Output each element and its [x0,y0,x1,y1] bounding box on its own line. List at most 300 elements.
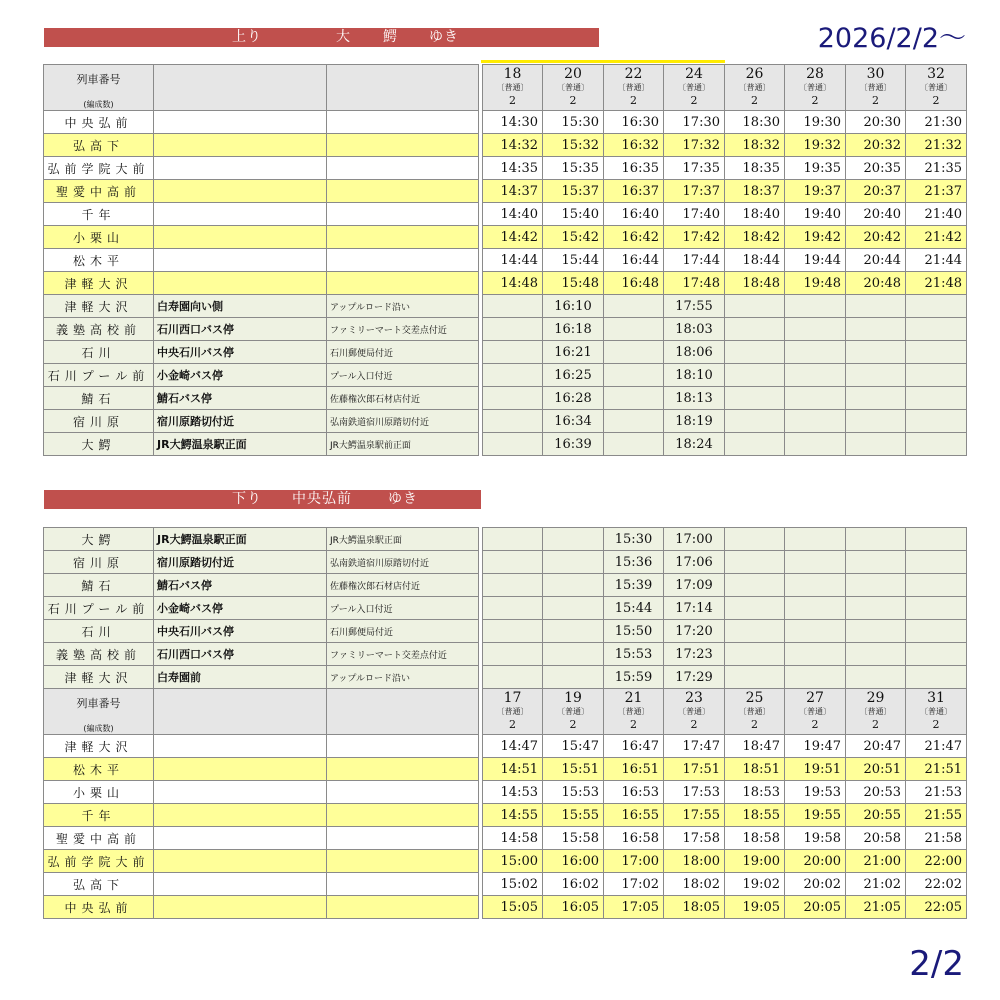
bus-time [846,364,906,387]
station-name: 鯖石 [44,574,154,597]
departure-time: 14:47 [483,735,543,758]
departure-time: 18:53 [725,781,785,804]
bus-time [785,620,846,643]
effective-date: 2026/2/2～ [817,23,966,54]
bus-time [483,341,543,364]
train-type: 〔普通〕 [738,83,771,92]
bus-stop-name: 鯖石バス停 [154,387,327,410]
bus-time: 17:14 [664,597,725,620]
bus-time [543,574,604,597]
bus-time [725,387,785,410]
bus-time [725,551,785,574]
departure-time: 14:35 [483,157,543,180]
bus-time [906,318,967,341]
blank-stop-cell [154,249,327,272]
train-number: 30 [866,66,885,82]
departure-time: 16:44 [604,249,664,272]
station-name: 宿川原 [44,410,154,433]
train-type: 〔普通〕 [859,83,892,92]
header-blank-note [327,689,479,735]
up-destination-suffix: ゆき [429,29,459,45]
train-number: 32 [927,66,945,82]
departure-time: 16:48 [604,272,664,295]
blank-note-cell [327,873,479,896]
departure-time: 14:53 [483,781,543,804]
bus-time [785,341,846,364]
departure-time: 20:44 [846,249,906,272]
car-count: 2 [509,94,516,107]
station-name: 鯖石 [44,387,154,410]
departure-time: 21:40 [906,203,967,226]
departure-time: 21:55 [906,804,967,827]
train-number: 24 [685,66,703,82]
blank-stop-cell [154,850,327,873]
bus-stop-note: JR大鰐温泉駅前正面 [327,433,479,456]
bus-time [543,643,604,666]
bus-time [604,318,664,341]
blank-note-cell [327,111,479,134]
departure-time: 18:00 [664,850,725,873]
blank-stop-cell [154,111,327,134]
bus-time [785,387,846,410]
rail-row [44,134,967,157]
departure-time: 21:58 [906,827,967,850]
rail-row [44,226,967,249]
bus-stop-name: 鯖石バス停 [154,574,327,597]
bus-time: 15:59 [604,666,664,689]
car-count: 2 [811,94,819,107]
bus-time: 15:44 [604,597,664,620]
departure-time: 15:55 [543,804,604,827]
departure-time: 15:05 [483,896,543,919]
blank-note-cell [327,758,479,781]
departure-time: 19:48 [785,272,846,295]
bus-time [725,597,785,620]
departure-time: 18:58 [725,827,785,850]
departure-time: 21:53 [906,781,967,804]
blank-note-cell [327,896,479,919]
departure-time: 19:51 [785,758,846,781]
bus-time [906,364,967,387]
bus-time [906,295,967,318]
bus-stop-note: 弘南鉄道宿川原踏切付近 [327,410,479,433]
departure-time: 20:47 [846,735,906,758]
departure-time: 17:40 [664,203,725,226]
departure-time: 19:44 [785,249,846,272]
departure-time: 18:55 [725,804,785,827]
rail-row [44,758,967,781]
bus-time: 16:18 [543,318,604,341]
departure-time: 21:00 [846,850,906,873]
bus-time: 17:06 [664,551,725,574]
train-header [604,689,664,735]
bus-time: 18:03 [664,318,725,341]
bus-time: 17:29 [664,666,725,689]
bus-time [725,341,785,364]
departure-time: 19:40 [785,203,846,226]
departure-time: 21:47 [906,735,967,758]
bus-time: 17:55 [664,295,725,318]
bus-stop-note: アップルロード沿い [327,295,479,318]
train-number: 25 [745,690,764,706]
departure-time: 17:48 [664,272,725,295]
station-name: 弘高下 [44,134,154,157]
bus-time [906,666,967,689]
departure-time: 20:42 [846,226,906,249]
blank-note-cell [327,157,479,180]
highlight-line [481,60,725,63]
station-name: 千年 [44,203,154,226]
station-name: 津軽大沢 [44,735,154,758]
bus-row [44,643,967,666]
bus-stop-name: 石川西口バス停 [154,643,327,666]
rail-row [44,180,967,203]
departure-time: 16:51 [604,758,664,781]
rail-row [44,735,967,758]
departure-time: 21:35 [906,157,967,180]
bus-time: 18:24 [664,433,725,456]
train-type: 〔普通〕 [678,707,710,716]
bus-time: 16:34 [543,410,604,433]
train-number: 27 [806,690,824,706]
bus-time [846,620,906,643]
bus-time: 16:28 [543,387,604,410]
departure-time: 21:02 [846,873,906,896]
departure-time: 17:53 [664,781,725,804]
bus-time [846,410,906,433]
departure-time: 18:51 [725,758,785,781]
departure-time: 18:42 [725,226,785,249]
departure-time: 20:40 [846,203,906,226]
train-header [483,65,543,111]
bus-time [906,387,967,410]
bus-time [846,597,906,620]
station-name: 千年 [44,804,154,827]
departure-time: 20:53 [846,781,906,804]
bus-time [906,341,967,364]
blank-stop-cell [154,134,327,157]
station-name: 松木平 [44,758,154,781]
up-direction-label: 上り [232,29,262,45]
departure-time: 17:37 [664,180,725,203]
bus-time: 15:30 [604,528,664,551]
departure-time: 15:40 [543,203,604,226]
bus-row [44,318,967,341]
down-direction-label: 下り [232,491,262,507]
page-number: 2/2 [909,944,964,984]
station-name: 津軽大沢 [44,295,154,318]
departure-time: 19:35 [785,157,846,180]
car-count: 2 [690,718,698,731]
bus-stop-name: 石川西口バス停 [154,318,327,341]
bus-time [604,387,664,410]
departure-time: 16:05 [543,896,604,919]
up-destination-char-2: 鰐 [383,29,398,45]
train-number: 31 [927,690,945,706]
departure-time: 16:40 [604,203,664,226]
bus-row [44,528,967,551]
station-name: 小栗山 [44,226,154,249]
departure-time: 21:32 [906,134,967,157]
departure-time: 18:47 [725,735,785,758]
departure-time: 14:30 [483,111,543,134]
bus-stop-note: 石川郵便局付近 [327,620,479,643]
bus-row [44,620,967,643]
bus-time [906,528,967,551]
departure-time: 17:55 [664,804,725,827]
bus-stop-name: 白寿園前 [154,666,327,689]
blank-note-cell [327,781,479,804]
bus-time [725,364,785,387]
train-type: 〔普通〕 [799,707,831,716]
departure-time: 19:42 [785,226,846,249]
bus-time: 18:06 [664,341,725,364]
station-name: 弘高下 [44,873,154,896]
station-name: 弘前学院大前 [44,157,154,180]
bus-stop-note: JR大鰐温泉駅正面 [327,528,479,551]
departure-time: 16:00 [543,850,604,873]
departure-time: 15:32 [543,134,604,157]
bus-time [725,433,785,456]
station-name: 石川プール前 [44,364,154,387]
station-name: 津軽大沢 [44,272,154,295]
car-count: 2 [569,718,577,731]
bus-time [906,643,967,666]
departure-time: 20:48 [846,272,906,295]
departure-time: 20:37 [846,180,906,203]
departure-time: 17:32 [664,134,725,157]
bus-time [483,574,543,597]
train-number: 26 [745,66,764,82]
train-header [785,689,846,735]
train-type: 〔普通〕 [496,83,529,92]
bus-stop-note: プール入口付近 [327,364,479,387]
bus-time [604,364,664,387]
bus-time: 15:50 [604,620,664,643]
train-type: 〔普通〕 [859,707,892,716]
train-number: 18 [503,66,522,82]
blank-stop-cell [154,896,327,919]
departure-time: 14:55 [483,804,543,827]
bus-time [483,666,543,689]
departure-time: 14:51 [483,758,543,781]
car-count-label: (編成数) [83,724,114,733]
station-name: 聖愛中高前 [44,180,154,203]
bus-time [483,551,543,574]
blank-note-cell [327,804,479,827]
train-number: 17 [503,690,522,706]
bus-time [725,620,785,643]
down-direction-banner [44,490,481,509]
bus-stop-name: JR大鰐温泉駅正面 [154,528,327,551]
bus-time: 17:20 [664,620,725,643]
departure-time: 16:32 [604,134,664,157]
rail-row [44,896,967,919]
station-name: 大鰐 [44,433,154,456]
departure-time: 16:37 [604,180,664,203]
train-type: 〔普通〕 [496,707,529,716]
bus-row [44,341,967,364]
departure-time: 14:44 [483,249,543,272]
bus-time [543,551,604,574]
train-header [664,65,725,111]
train-number-label-cell [44,689,154,735]
blank-stop-cell [154,873,327,896]
train-header [906,65,967,111]
departure-time: 17:05 [604,896,664,919]
bus-row [44,387,967,410]
bus-time [483,387,543,410]
departure-time: 21:51 [906,758,967,781]
bus-time [785,295,846,318]
departure-time: 14:40 [483,203,543,226]
station-name: 弘前学院大前 [44,850,154,873]
departure-time: 20:02 [785,873,846,896]
departure-time: 15:37 [543,180,604,203]
blank-stop-cell [154,827,327,850]
bus-time [846,528,906,551]
up-destination-char-1: 大 [336,29,351,45]
departure-time: 15:58 [543,827,604,850]
rail-row [44,203,967,226]
bus-row [44,666,967,689]
bus-time [785,364,846,387]
station-name: 津軽大沢 [44,666,154,689]
bus-stop-name: JR大鰐温泉駅正面 [154,433,327,456]
bus-time: 15:39 [604,574,664,597]
train-type: 〔普通〕 [799,83,831,92]
bus-time [604,410,664,433]
train-number: 29 [866,690,885,706]
bus-time: 18:10 [664,364,725,387]
bus-stop-note: ファミリーマート交差点付近 [327,318,479,341]
bus-time [483,410,543,433]
bus-time [543,620,604,643]
departure-time: 18:05 [664,896,725,919]
departure-time: 18:02 [664,873,725,896]
bus-time [483,528,543,551]
car-count: 2 [751,718,758,731]
bus-time [725,528,785,551]
bus-time [785,574,846,597]
car-count: 2 [509,718,516,731]
blank-note-cell [327,827,479,850]
bus-stop-note: 石川郵便局付近 [327,341,479,364]
bus-time [906,574,967,597]
train-type: 〔普通〕 [557,83,589,92]
departure-time: 15:35 [543,157,604,180]
car-count: 2 [569,94,577,107]
train-header [725,65,785,111]
train-number-label-cell [44,65,154,111]
departure-time: 14:58 [483,827,543,850]
departure-time: 16:55 [604,804,664,827]
bus-time [906,410,967,433]
bus-time [725,295,785,318]
blank-stop-cell [154,203,327,226]
bus-time [483,643,543,666]
bus-time [785,318,846,341]
header-blank-stop [154,689,327,735]
bus-row [44,295,967,318]
down-destination-suffix: ゆき [388,491,418,507]
departure-time: 15:44 [543,249,604,272]
bus-time [785,666,846,689]
train-number-label: 列車番号 [76,697,121,710]
bus-time [604,295,664,318]
departure-time: 17:35 [664,157,725,180]
bus-time [846,643,906,666]
station-name: 宿川原 [44,551,154,574]
bus-stop-name: 小金崎バス停 [154,364,327,387]
car-count: 2 [630,718,637,731]
bus-time [785,597,846,620]
bus-stop-note: ファミリーマート交差点付近 [327,643,479,666]
train-number: 19 [564,690,582,706]
departure-time: 18:40 [725,203,785,226]
departure-time: 16:53 [604,781,664,804]
bus-time [725,318,785,341]
bus-time [785,410,846,433]
bus-time [846,341,906,364]
bus-time [846,574,906,597]
bus-stop-name: 宿川原踏切付近 [154,551,327,574]
departure-time: 20:30 [846,111,906,134]
rail-row [44,850,967,873]
departure-time: 21:42 [906,226,967,249]
train-number: 20 [564,66,582,82]
departure-time: 16:58 [604,827,664,850]
departure-time: 19:47 [785,735,846,758]
departure-time: 19:00 [725,850,785,873]
train-header [664,689,725,735]
departure-time: 20:32 [846,134,906,157]
blank-note-cell [327,134,479,157]
bus-time: 16:21 [543,341,604,364]
train-number-label: 列車番号 [76,73,121,86]
departure-time: 17:02 [604,873,664,896]
bus-stop-note: アップルロード沿い [327,666,479,689]
train-header [483,689,543,735]
departure-time: 16:35 [604,157,664,180]
departure-time: 16:02 [543,873,604,896]
car-count: 2 [751,94,758,107]
departure-time: 17:58 [664,827,725,850]
bus-time [604,433,664,456]
train-type: 〔普通〕 [920,83,952,92]
bus-time [543,597,604,620]
train-header [785,65,846,111]
departure-time: 19:55 [785,804,846,827]
car-count: 2 [811,718,819,731]
car-count: 2 [872,94,879,107]
departure-time: 19:37 [785,180,846,203]
blank-stop-cell [154,735,327,758]
bus-time: 15:36 [604,551,664,574]
bus-time: 17:23 [664,643,725,666]
bus-time [846,318,906,341]
departure-time: 14:32 [483,134,543,157]
blank-stop-cell [154,781,327,804]
station-name: 石川 [44,620,154,643]
departure-time: 15:47 [543,735,604,758]
bus-time: 16:39 [543,433,604,456]
bus-time [785,551,846,574]
train-number: 23 [685,690,703,706]
blank-stop-cell [154,157,327,180]
bus-stop-name: 宿川原踏切付近 [154,410,327,433]
departure-time: 16:30 [604,111,664,134]
